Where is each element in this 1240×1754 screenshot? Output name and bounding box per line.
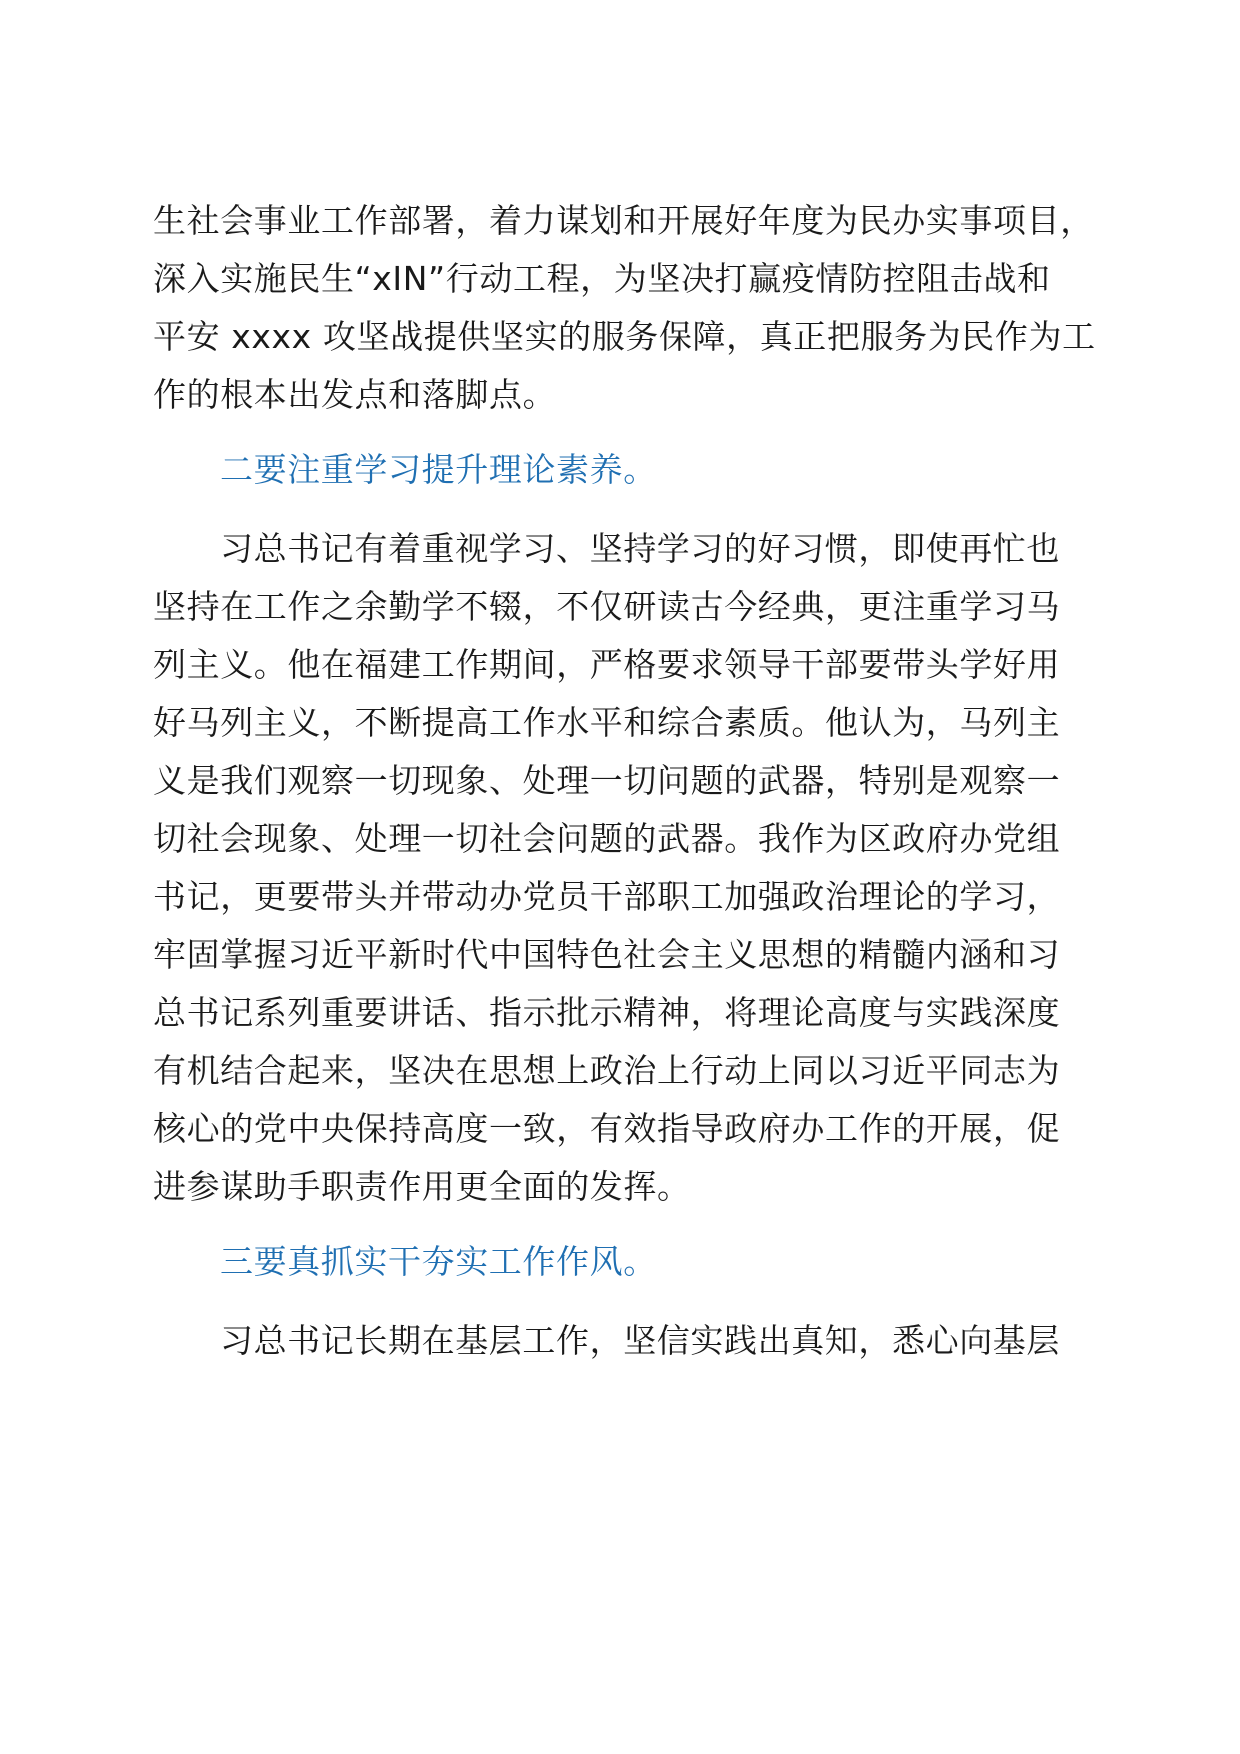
paragraph-1-line-1: 生社会事业工作部署，着力谋划和开展好年度为民办实事项目， <box>153 201 1094 240</box>
paragraph-1-line-3: 平安 xxxx 攻坚战提供坚实的服务保障，真正把服务为民作为工 <box>153 317 1096 356</box>
section-heading-3: 三要真抓实干夯实工作作风。 <box>220 1242 657 1281</box>
paragraph-2-line-10: 有机结合起来，坚决在思想上政治上行动上同以习近平同志为 <box>153 1051 1061 1090</box>
paragraph-2-line-9: 总书记系列重要讲话、指示批示精神，将理论高度与实践深度 <box>153 993 1061 1032</box>
paragraph-1-line-4: 作的根本出发点和落脚点。 <box>153 375 557 414</box>
paragraph-2-line-7: 书记，更要带头并带动办党员干部职工加强政治理论的学习， <box>153 877 1061 916</box>
paragraph-2-line-3: 列主义。他在福建工作期间，严格要求领导干部要带头学好用 <box>153 645 1061 684</box>
paragraph-2-line-12: 进参谋助手职责作用更全面的发挥。 <box>153 1167 691 1206</box>
paragraph-1-line-2: 深入实施民生“xIN”行动工程，为坚决打赢疫情防控阻击战和 <box>153 259 1051 298</box>
paragraph-2-line-11: 核心的党中央保持高度一致，有效指导政府办工作的开展，促 <box>153 1109 1061 1148</box>
paragraph-2-line-2: 坚持在工作之余勤学不辍，不仅研读古今经典，更注重学习马 <box>153 587 1061 626</box>
paragraph-2-line-1: 习总书记有着重视学习、坚持学习的好习惯，即使再忙也 <box>220 529 1060 568</box>
paragraph-2-line-6: 切社会现象、处理一切社会问题的武器。我作为区政府办党组 <box>153 819 1061 858</box>
paragraph-2-line-4: 好马列主义，不断提高工作水平和综合素质。他认为，马列主 <box>153 703 1061 742</box>
paragraph-2-line-5: 义是我们观察一切现象、处理一切问题的武器，特别是观察一 <box>153 761 1061 800</box>
paragraph-3-line-1: 习总书记长期在基层工作，坚信实践出真知，悉心向基层 <box>220 1321 1060 1360</box>
paragraph-2-line-8: 牢固掌握习近平新时代中国特色社会主义思想的精髓内涵和习 <box>153 935 1061 974</box>
section-heading-2: 二要注重学习提升理论素养。 <box>220 450 657 489</box>
